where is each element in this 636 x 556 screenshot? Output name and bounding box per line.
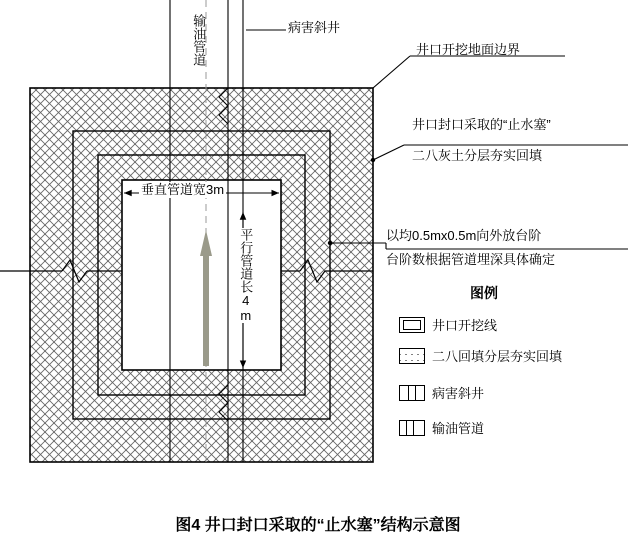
rect-outline-swatch-icon [399, 317, 425, 333]
label-excavation-boundary: 井口开挖地面边界 [416, 42, 521, 57]
label-inclined-shaft: 病害斜井 [288, 20, 341, 35]
label-water-plug-line2: 二八灰土分层夯实回填 [412, 148, 543, 163]
legend-item-inclined-shaft [399, 383, 484, 402]
label-step-line2: 台阶数根据管道埋深具体确定 [386, 252, 556, 267]
pipe-lines-swatch-icon [399, 420, 425, 436]
legend-item-oil-pipeline [399, 418, 484, 437]
water-plug-inner [122, 180, 281, 370]
figure-caption: 图4 井口封口采取的“止水塞”结构示意图 [175, 517, 461, 534]
legend-item-excavation-line [399, 315, 497, 334]
legend-label: 病害斜井 [432, 386, 485, 401]
label-oil-pipeline-vertical: 输油管道 [191, 14, 207, 66]
legend-item-backfill [399, 346, 562, 365]
label-water-plug-line1: 井口封口采取的“止水塞” [412, 117, 551, 132]
legend-label: 井口开挖线 [432, 318, 498, 333]
two-vertical-lines-swatch-icon [399, 385, 425, 401]
legend-title: 图例 [470, 285, 498, 301]
legend-label: 输油管道 [432, 421, 485, 436]
label-parallel-pipe-length: 平行管道长4m [238, 228, 254, 323]
legend-label: 二八回填分层夯实回填 [432, 349, 563, 364]
label-step-line1: 以均0.5mx0.5m向外放台阶 [386, 228, 542, 243]
label-vertical-pipe-width: 垂直管道宽3m [141, 182, 225, 197]
cross-hatch-swatch-icon [399, 348, 425, 364]
